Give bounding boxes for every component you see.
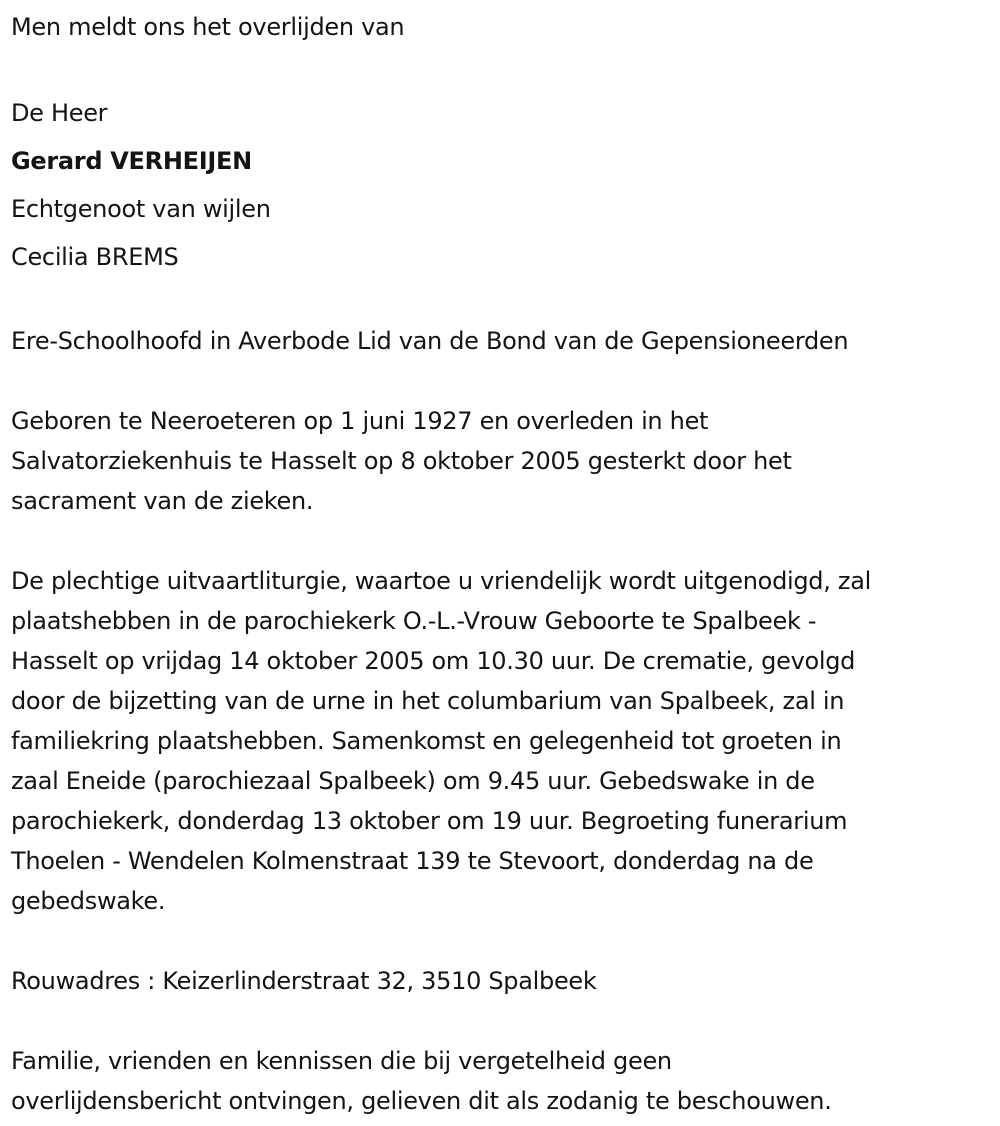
paragraph-line: Salvatorziekenhuis te Hasselt op 8 oktober 2005 gesterkt door het bbox=[11, 447, 792, 475]
paragraph-line: Hasselt op vrijdag 14 oktober 2005 om 10.30 uur. De crematie, gevolgd bbox=[11, 647, 856, 675]
paragraph-line: De plechtige uitvaartliturgie, waartoe u vriendelijk wordt uitgenodigd, zal bbox=[11, 567, 871, 595]
funeral-paragraph bbox=[11, 561, 996, 921]
occupation-text: Ere-Schoolhoofd in Averbode Lid van de Bond van de Gepensioneerden bbox=[11, 327, 849, 355]
deceased-name: Gerard VERHEIJEN bbox=[11, 147, 252, 175]
spacer bbox=[11, 921, 996, 961]
paragraph-line: gebedswake. bbox=[11, 887, 166, 915]
paragraph-line: Geboren te Neeroeteren op 1 juni 1927 en overleden in het bbox=[11, 407, 709, 435]
salutation: De Heer bbox=[11, 99, 108, 127]
paragraph-line: sacrament van de zieken. bbox=[11, 487, 314, 515]
paragraph-line: Thoelen - Wendelen Kolmenstraat 139 te Stevoort, donderdag na de bbox=[11, 847, 814, 875]
spouse-name: Cecilia BREMS bbox=[11, 243, 179, 271]
relation-text: Echtgenoot van wijlen bbox=[11, 195, 271, 223]
death-notice bbox=[11, 7, 996, 1121]
spacer bbox=[11, 281, 996, 321]
mourning-address: Rouwadres : Keizerlinderstraat 32, 3510 Spalbeek bbox=[11, 967, 597, 995]
intro-text: Men meldt ons het overlijden van bbox=[11, 13, 405, 41]
spacer bbox=[11, 1001, 996, 1041]
paragraph-line: parochiekerk, donderdag 13 oktober om 19 uur. Begroeting funerarium bbox=[11, 807, 848, 835]
paragraph-line: Familie, vrienden en kennissen die bij vergetelheid geen bbox=[11, 1047, 672, 1075]
deceased-block bbox=[11, 89, 996, 281]
spacer bbox=[11, 361, 996, 401]
closing-paragraph bbox=[11, 1041, 996, 1121]
paragraph-line: familiekring plaatshebben. Samenkomst en gelegenheid tot groeten in bbox=[11, 727, 842, 755]
paragraph-line: door de bijzetting van de urne in het columbarium van Spalbeek, zal in bbox=[11, 687, 845, 715]
paragraph-line: plaatshebben in de parochiekerk O.-L.-Vrouw Geboorte te Spalbeek - bbox=[11, 607, 817, 635]
paragraph-line: zaal Eneide (parochiezaal Spalbeek) om 9.45 uur. Gebedswake in de bbox=[11, 767, 815, 795]
spacer bbox=[11, 521, 996, 561]
birth-death-paragraph bbox=[11, 401, 996, 521]
paragraph-line: overlijdensbericht ontvingen, gelieven dit als zodanig te beschouwen. bbox=[11, 1087, 832, 1115]
spacer bbox=[11, 47, 996, 87]
